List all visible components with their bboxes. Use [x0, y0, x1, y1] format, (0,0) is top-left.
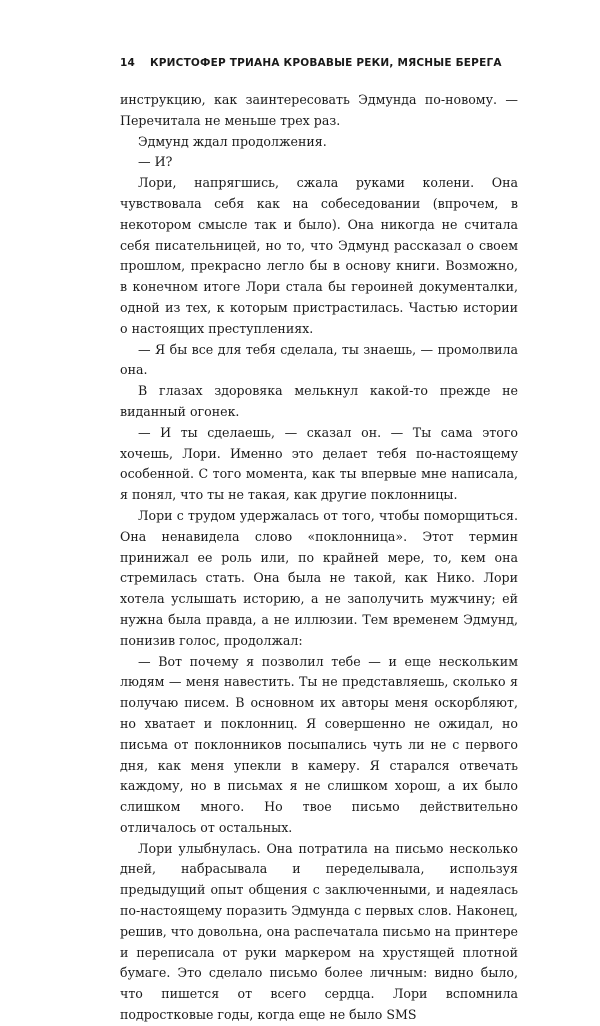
paragraph: В глазах здоровяка мелькнул какой-то прежде не виданный огонек. [120, 383, 518, 419]
running-header [120, 57, 520, 69]
paragraph: — И? [138, 154, 173, 170]
paragraph: — И ты сделаешь, — сказал он. — Ты сама этого хочешь, Лори. Именно это делает тебя по-настоящему особенной. С того момента, как ты впервые мне написала, я понял, что ты не такая, как другие поклонницы. [120, 424, 518, 503]
paragraph: — Вот почему я позволил тебе — и еще нескольким людям — меня навестить. Ты не представляешь, сколько я получаю писем. В основном их авторы меня оскорбляют, но хватает и поклонниц. Я совершенно не ожидал, но письма от поклонников посыпались чуть ли не с первого дня, как меня упекли в камеру. Я старался отвечать каждому, но в письмах я не слишком хорош, а их было слишком много. Но твое письмо действительно отличалось от остальных. [120, 653, 518, 835]
page-number: 14 [120, 57, 136, 69]
paragraph: инструкцию, как заинтересовать Эдмунда по-новому. — Перечитала не меньше трех раз. [120, 92, 518, 128]
paragraph: Лори, напрягшись, сжала руками колени. Она чувствовала себя как на собеседовании (впрочем, в некотором смысле так и было). Она никогда не считала себя писательницей, но то, что Эдмунд рассказал о своем прошлом, прекрасно легло бы в основу книги. Возможно, в конечном итоге Лори стала бы героиней документалки, одной из тех, к которым пристрастилась. Частью истории о настоящих преступлениях. [120, 175, 518, 336]
paragraph: Лори улыбнулась. Она потратила на письмо несколько дней, набрасывала и переделывала, используя предыдущий опыт общения с заключенными, и надеялась по-настоящему поразить Эдмунда с первых слов. Наконец, решив, что довольна, она распечатала письмо на принтере и переписала от руки маркером на хрустящей плотной бумаге. Это сделало письмо более личным: видно было, что пишется от всего сердца. Лори вспомнила подростковые годы, когда еще не было SMS [120, 840, 518, 1023]
paragraph: Лори с трудом удержалась от того, чтобы поморщиться. Она ненавидела слово «поклонница». Этот термин принижал ее роль или, по крайней мере, то, кем она стремилась стать. Она была не такой, как Нико. Лори хотела услышать историю, а не заполучить мужчину; ей нужна была правда, а не иллюзии. Тем временем Эдмунд, понизив голос, продолжал: [120, 507, 518, 648]
paragraph: Эдмунд ждал продолжения. [138, 133, 327, 149]
paragraph: — Я бы все для тебя сделала, ты знаешь, — промолвила она. [120, 341, 518, 378]
running-title: КРИСТОФЕР ТРИАНА КРОВАВЫЕ РЕКИ, МЯСНЫЕ БЕРЕГА [150, 57, 502, 69]
page-body [120, 90, 518, 1026]
